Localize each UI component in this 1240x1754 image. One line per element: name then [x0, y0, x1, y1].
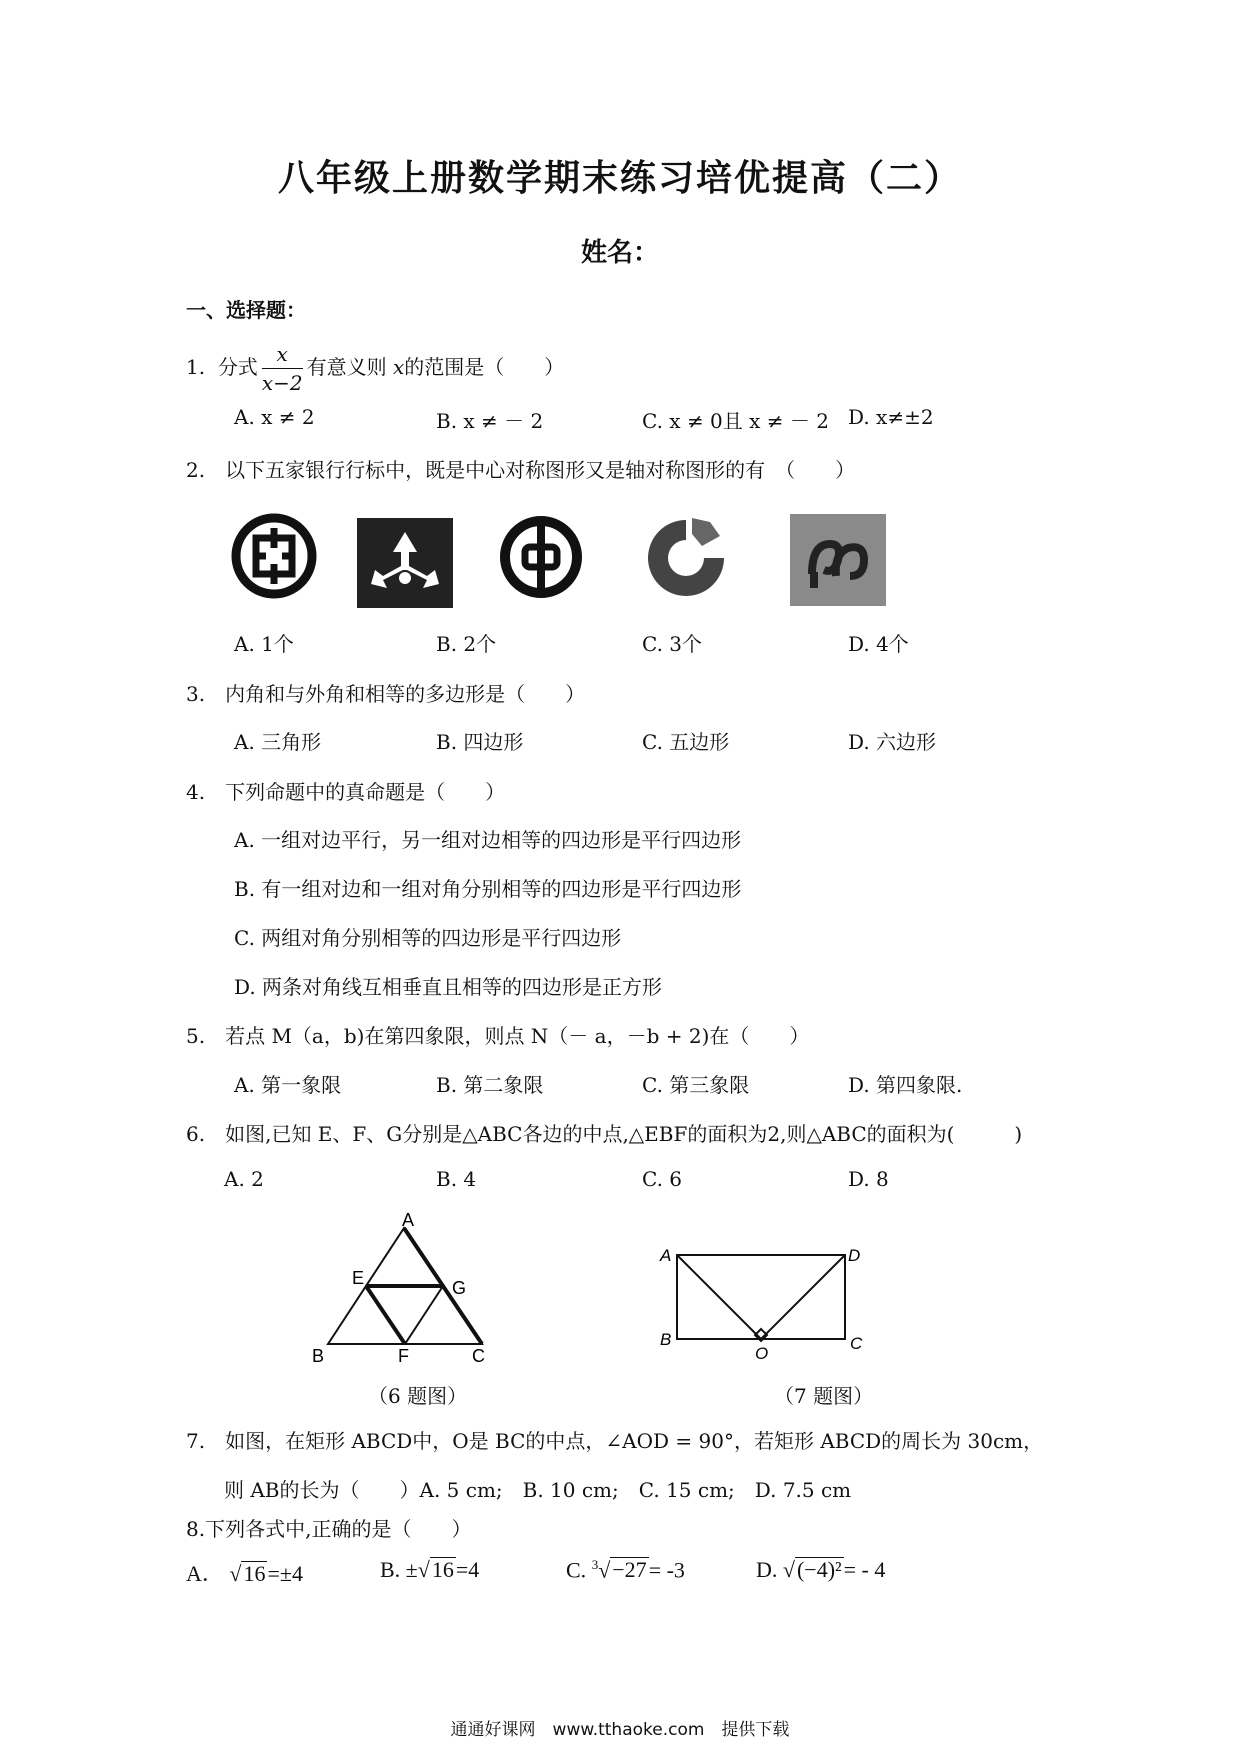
q3-option-b: B. 四边形: [436, 730, 524, 754]
question-7-line1: 7. 如图，在矩形 ABCD中，O是 BC的中点，∠AOD = 90°，若矩形 ABCD的周长为 30cm，: [186, 1429, 1044, 1453]
figure-7-rectangle: [652, 1245, 872, 1365]
q2-option-b: B. 2个: [436, 632, 497, 656]
q5-option-a: A. 第一象限: [234, 1073, 342, 1097]
q8c-rest: = -3: [648, 1557, 685, 1583]
page-footer: 通通好课网 www.tthaoke.com 提供下载: [450, 1720, 790, 1740]
q8d-radicand: (−4)²: [796, 1557, 842, 1582]
fig7-label-o: O: [755, 1344, 769, 1363]
figure-6-triangle: [300, 1210, 510, 1370]
q4-option-d: D. 两条对角线互相垂直且相等的四边形是正方形: [234, 975, 663, 999]
q2-option-a: A. 1个: [234, 632, 294, 656]
q4-option-c: C. 两组对角分别相等的四边形是平行四边形: [234, 926, 622, 950]
q1-option-c: C. x ≠ 0且 x ≠ － 2: [642, 409, 829, 433]
industrial-bank-logo-icon: [230, 512, 318, 600]
q6-option-c: C. 6: [642, 1167, 683, 1191]
q1-var: x: [392, 355, 405, 379]
q8-option-c: C. $^3$√−27= -3: [566, 1557, 685, 1583]
q8a-rest: =±4: [267, 1561, 303, 1586]
q3-option-d: D. 六边形: [848, 730, 937, 754]
q3-option-a: A. 三角形: [234, 730, 322, 754]
figure-6-caption: （6 题图）: [368, 1384, 468, 1408]
q1-fraction: [262, 340, 303, 397]
q8b-radicand: 16: [431, 1557, 454, 1582]
question-3: 3. 内角和与外角和相等的多边形是（ ）: [186, 682, 586, 706]
q5-option-b: B. 第二象限: [436, 1073, 544, 1097]
q8b-rest: =4: [455, 1557, 480, 1582]
q8c-index: 3: [591, 1557, 599, 1572]
section-heading: 一、选择题：: [186, 298, 306, 322]
q1-option-a: A. x ≠ 2: [234, 405, 315, 429]
question-2: 2. 以下五家银行行标中，既是中心对称图形又是轴对称图形的有 （ ）: [186, 458, 856, 482]
fig6-label-e: E: [352, 1268, 365, 1288]
q5-option-d: D. 第四象限.: [848, 1073, 963, 1097]
fig7-label-c: C: [850, 1334, 863, 1353]
q1-number: 1.: [186, 355, 206, 379]
q1-numerator: x: [262, 340, 303, 369]
question-7-line2: 则 AB的长为（ ）A. 5 cm; B. 10 cm; C. 15 cm; D. 7.5 cm: [224, 1478, 852, 1502]
name-label: 姓名：: [580, 238, 659, 268]
q1-suffix2: 的范围是（ ）: [404, 355, 565, 379]
q8b-letter: B. ±: [380, 1557, 418, 1582]
question-4: 4. 下列命题中的真命题是（ ）: [186, 780, 506, 804]
q8a-radicand: 16: [243, 1561, 266, 1586]
agricultural-bank-logo-icon: [357, 518, 453, 608]
q8a-letter: A．: [186, 1561, 224, 1586]
fig6-label-g: G: [452, 1278, 467, 1298]
fig6-label-b: B: [312, 1346, 325, 1366]
q8d-letter: D.: [756, 1557, 778, 1582]
q1-denominator: x−2: [261, 371, 303, 395]
q2-option-d: D. 4个: [848, 632, 909, 656]
q8c-letter: C.: [566, 1557, 587, 1583]
q2-option-c: C. 3个: [642, 632, 703, 656]
fig6-label-f: F: [398, 1346, 409, 1366]
q4-option-a: A. 一组对边平行，另一组对边相等的四边形是平行四边形: [234, 828, 742, 852]
q8-option-b: B. ±√16=4: [380, 1557, 480, 1582]
q1-option-b: B. x ≠ － 2: [436, 409, 544, 433]
question-8: 8.下列各式中,正确的是（ ）: [186, 1517, 472, 1541]
q1-option-d: D. x≠±2: [848, 405, 934, 429]
page-title: 八年级上册数学期末练习培优提高（二）: [277, 157, 962, 199]
construction-bank-logo-icon: [640, 512, 732, 602]
bank-of-china-logo-icon: [498, 514, 584, 600]
q3-option-c: C. 五边形: [642, 730, 730, 754]
q5-option-c: C. 第三象限: [642, 1073, 750, 1097]
fig7-label-d: D: [848, 1246, 861, 1265]
fig7-label-a: A: [660, 1246, 672, 1265]
shanghai-pudong-bank-logo-icon: [790, 514, 886, 606]
figure-7-caption: （7 题图）: [774, 1384, 874, 1408]
fig6-label-a: A: [402, 1210, 415, 1230]
question-6: 6. 如图,已知 E、F、G分别是△ABC各边的中点,△EBF的面积为2,则△ABC的面积为( ): [186, 1122, 1023, 1146]
q8-option-a: A． √16=±4: [186, 1561, 303, 1586]
question-5: 5. 若点 M（a，b)在第四象限，则点 N（－ a，－b + 2)在（ ）: [186, 1024, 810, 1048]
q6-option-d: D. 8: [848, 1167, 889, 1191]
fig6-label-c: C: [472, 1346, 485, 1366]
q6-option-a: A. 2: [224, 1167, 264, 1191]
q8d-rest: = - 4: [843, 1557, 886, 1582]
fig7-label-b: B: [660, 1330, 672, 1349]
q1-prefix: 分式: [217, 355, 258, 379]
q8c-radicand: −27: [612, 1557, 647, 1583]
q8-option-d: D. √(−4)²= - 4: [756, 1557, 886, 1582]
q4-option-b: B. 有一组对边和一组对角分别相等的四边形是平行四边形: [234, 877, 742, 901]
q6-option-b: B. 4: [436, 1167, 477, 1191]
question-1: [186, 340, 564, 397]
q1-suffix: 有意义则: [306, 355, 387, 379]
